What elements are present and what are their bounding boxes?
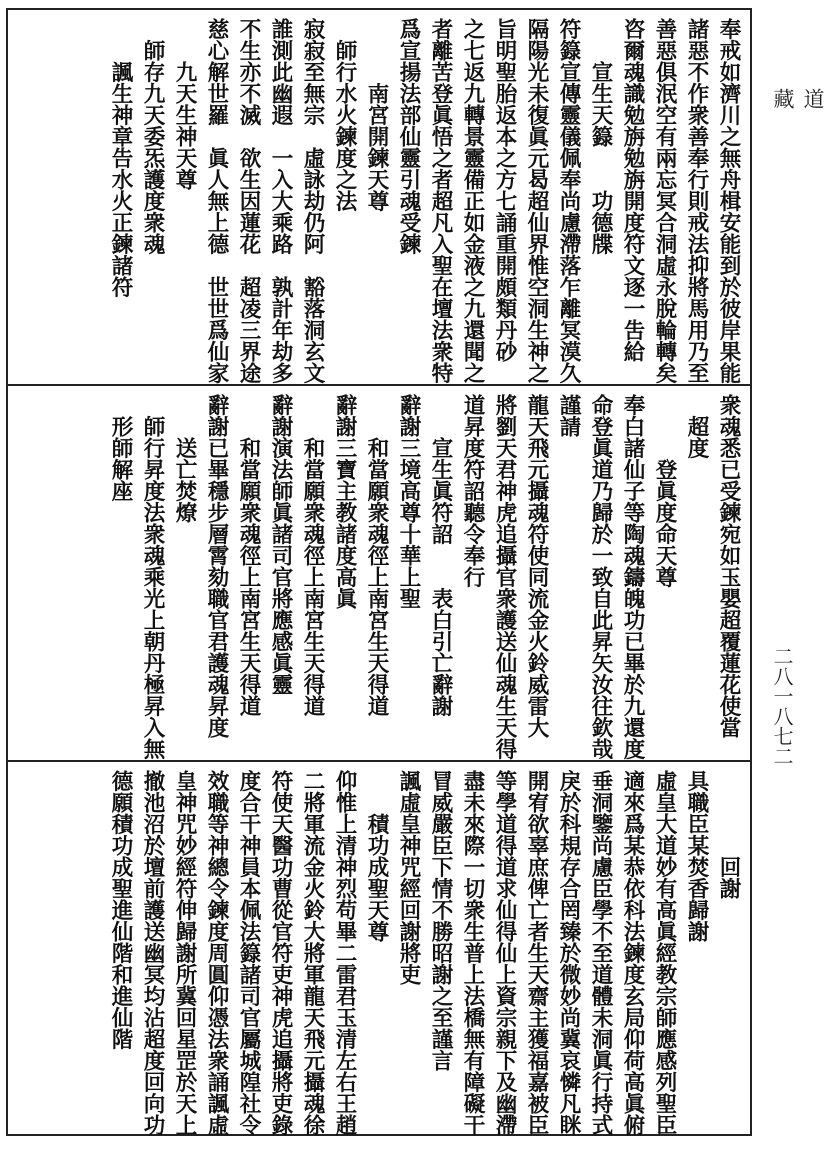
text-column: 盡未來際一切衆生普上法橋無有障礙干 <box>460 770 485 1136</box>
text-column: 咨爾魂識勉旃勉旃開度符文逐一吿給 <box>620 18 645 362</box>
text-panel-bottom <box>8 762 750 1136</box>
text-column: 冒威嚴臣下情不勝昭謝之至謹言 <box>428 770 453 1071</box>
text-column: 戾於科規存合罔臻於微妙尚冀哀憐凡眯 <box>556 770 581 1136</box>
text-column: 垂洞鑒尚慮臣學不至道體未洞眞行持式 <box>588 770 613 1136</box>
text-column: 爲宣揚法部仙靈引魂受鍊 <box>396 18 421 255</box>
text-column: 德願積功成聖進仙階和進仙階 <box>108 770 133 1050</box>
text-column: 旨明聖胎返本之方七誦重開頗類丹砂 <box>492 18 517 362</box>
text-column: 諸惡不作衆善奉行則戒法抑將馬用乃至 <box>684 18 709 384</box>
page-frame <box>6 8 752 1136</box>
text-column: 效職等神總令鍊度周圓仰憑法衆誦諷虛 <box>204 770 229 1136</box>
text-column: 南宮開鍊天尊 <box>364 18 389 212</box>
text-column: 和當願衆魂徑上南宮生天得道 <box>300 394 325 717</box>
text-column: 將劉天君神虎追攝官衆護送仙魂生天得 <box>492 394 517 760</box>
collection-title <box>768 88 828 155</box>
text-column: 善惡俱泯空有兩忘冥合洞虛永脫輪轉矣 <box>652 18 677 384</box>
collection-title-char: 道 <box>801 88 825 109</box>
text-panel-middle <box>8 386 750 760</box>
text-column: 度合干神員本佩法籙諸司官屬城隍社令 <box>236 770 261 1136</box>
text-column: 辭謝演法師眞諸司官將應感眞靈 <box>268 394 293 695</box>
text-column: 二將軍流金火鈴大將軍龍天飛元攝魂徐 <box>300 770 325 1136</box>
text-panel-top <box>8 10 750 384</box>
text-column: 辭謝三境高尊十華上聖 <box>396 394 421 609</box>
text-column: 師存九天委炁護度衆魂 <box>140 18 165 255</box>
text-column: 等學道得道求仙得仙上資宗親下及幽滯 <box>492 770 517 1136</box>
text-column: 之七返九轉景靈備正如金液之九還聞之 <box>460 18 485 384</box>
text-column: 慈心解世羅 眞人無上德 世世爲仙家 <box>204 18 229 384</box>
text-column: 虛皇大道妙有高眞經教宗師應感列聖臣 <box>652 770 677 1136</box>
text-column: 撤池沼於壇前護送幽冥均沾超度回向功 <box>140 770 165 1136</box>
text-column: 具職臣某焚香歸謝 <box>684 770 709 942</box>
text-column: 辭謝三寶主教諸度高眞 <box>332 394 357 609</box>
text-column: 謹請 <box>556 394 581 437</box>
text-column: 師行水火鍊度之法 <box>332 18 357 212</box>
text-column: 辭謝已畢穩步層霄劾職官君護魂昇度 <box>204 394 229 738</box>
text-column: 者離苦登眞悟之者超凡入聖在壇法衆特 <box>428 18 453 384</box>
text-column: 隔陽光未復眞元曷超仙界惟空洞生神之 <box>524 18 549 384</box>
text-column: 和當願衆魂徑上南宮生天得道 <box>236 394 261 717</box>
text-column: 師行昇度法衆魂乘光上朝丹極昇入無 <box>140 394 165 760</box>
text-column: 命登眞道乃歸於一致自此昇矢汝往欽哉 <box>588 394 613 760</box>
text-column: 寂寂至無宗 虛詠劫仍阿 豁落洞玄文 <box>300 18 325 384</box>
text-column: 宣生眞符詔 表白引亡辭謝 <box>428 394 453 717</box>
text-column: 開宥欲辜庶俾亡者生天齋主獲福嘉被臣 <box>524 770 549 1136</box>
text-column: 符使天醫功曹從官符吏神虎追攝將吏錄 <box>268 770 293 1136</box>
text-column: 不生亦不滅 欲生因蓮花 超凌三界途 <box>236 18 261 384</box>
text-column: 超度 <box>684 394 709 459</box>
text-column: 衆魂悉已受鍊宛如玉嬰超覆蓮花使當 <box>716 394 741 738</box>
text-column: 宣生天籙 功德牒 <box>588 18 613 255</box>
text-column: 諷生神章告水火正鍊諸符 <box>108 18 133 298</box>
text-column: 道昇度符詔聽令奉行 <box>460 394 485 588</box>
text-column: 形師解座 <box>108 394 133 502</box>
page-number: 二八一八七二 <box>770 646 794 766</box>
text-column: 九天生神天尊 <box>172 18 197 190</box>
text-column: 諷虛皇神咒經回謝將吏 <box>396 770 421 985</box>
text-column: 積功成聖天尊 <box>364 770 389 942</box>
text-column: 符籙宣傳靈儀佩奉尚慮滯落乍離冥漠久 <box>556 18 581 384</box>
text-column: 登眞度命天尊 <box>652 394 677 588</box>
text-column: 適來爲某恭依科法鍊度玄局仰荷高眞俯 <box>620 770 645 1136</box>
collection-title-char: 藏 <box>771 88 795 109</box>
text-column: 奉白諸仙子等陶魂鑄魄功已畢於九還度 <box>620 394 645 760</box>
text-column: 仰惟上清神烈苟畢二雷君玉清左右王趙 <box>332 770 357 1136</box>
text-column: 回謝 <box>716 770 741 899</box>
text-column: 皇神咒妙經符伸歸謝所冀回星罡於天上 <box>172 770 197 1136</box>
text-column: 龍天飛元攝魂符使同流金火鈴威雷大 <box>524 394 549 738</box>
text-column: 奉戒如濟川之無舟楫安能到於彼岸果能 <box>716 18 741 384</box>
text-column: 送亡焚燎 <box>172 394 197 523</box>
text-column: 誰測此幽遐 一入大乘路 孰計年劫多 <box>268 18 293 384</box>
text-column: 和當願衆魂徑上南宮生天得道 <box>364 394 389 717</box>
